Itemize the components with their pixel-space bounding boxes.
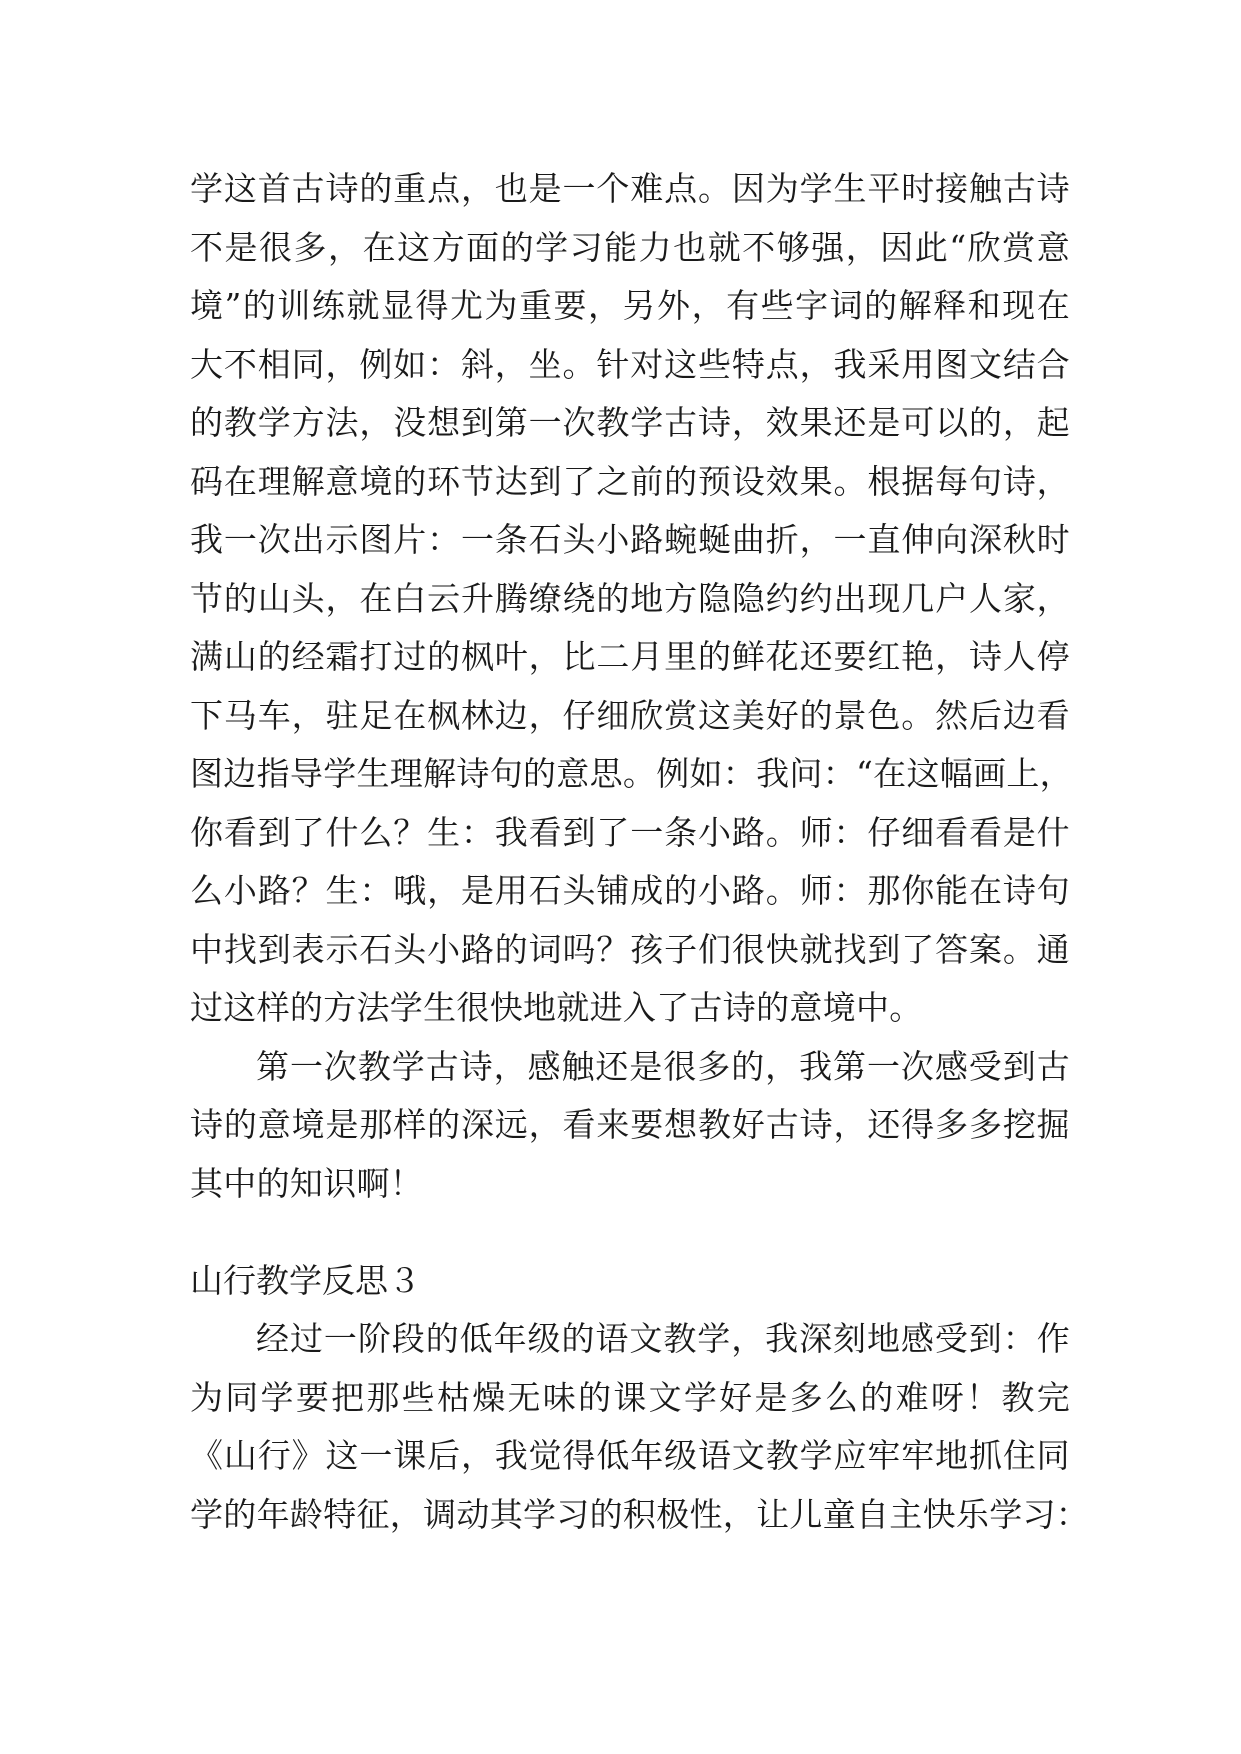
paragraph-3-line: 为同学要把那些枯燥无味的课文学好是多么的难呀！教完 bbox=[190, 1377, 1070, 1417]
paragraph-1-line: 的教学方法，没想到第一次教学古诗，效果还是可以的，起 bbox=[190, 403, 1070, 442]
section-heading: 山行教学反思３ bbox=[190, 1261, 421, 1300]
paragraph-1-line: 图边指导学生理解诗句的意思。例如：我问：“在这幅画上， bbox=[190, 754, 1073, 793]
paragraph-2-line: 第一次教学古诗，感触还是很多的，我第一次感受到古 bbox=[256, 1046, 1070, 1086]
paragraph-2-line: 诗的意境是那样的深远，看来要想教好古诗，还得多多挖掘 bbox=[190, 1105, 1070, 1144]
paragraph-1-line: 大不相同，例如：斜，坐。针对这些特点，我采用图文结合 bbox=[190, 344, 1070, 384]
paragraph-3-line: 学的年龄特征，调动其学习的积极性，让儿童自主快乐学习： bbox=[190, 1494, 1090, 1534]
paragraph-1-line: 不是很多，在这方面的学习能力也就不够强，因此“欣赏意 bbox=[190, 227, 1070, 267]
paragraph-1-line: 我一次出示图片：一条石头小路蜿蜒曲折，一直伸向深秋时 bbox=[190, 520, 1070, 559]
paragraph-1-line: 中找到表示石头小路的词吗？孩子们很快就找到了答案。通 bbox=[190, 929, 1070, 969]
paragraph-3-line: 《山行》这一课后，我觉得低年级语文教学应牢牢地抓住同 bbox=[190, 1436, 1070, 1475]
paragraph-1-line: 满山的经霜打过的枫叶，比二月里的鲜花还要红艳，诗人停 bbox=[190, 637, 1070, 676]
paragraph-1-line: 么小路？生：哦，是用石头铺成的小路。师：那你能在诗句 bbox=[190, 871, 1070, 910]
paragraph-1-line: 学这首古诗的重点，也是一个难点。因为学生平时接触古诗 bbox=[190, 169, 1070, 208]
paragraph-1-line: 节的山头，在白云升腾缭绕的地方隐隐约约出现几户人家， bbox=[190, 578, 1070, 618]
paragraph-1-line: 境”的训练就显得尤为重要，另外，有些字词的解释和现在 bbox=[190, 286, 1070, 325]
paragraph-1-line: 下马车，驻足在枫林边，仔细欣赏这美好的景色。然后边看 bbox=[190, 695, 1070, 735]
paragraph-2-line: 其中的知识啊！ bbox=[190, 1163, 424, 1203]
paragraph-1-line: 码在理解意境的环节达到了之前的预设效果。根据每句诗， bbox=[190, 461, 1070, 501]
body-text-block-2 bbox=[190, 1310, 1090, 1544]
body-text-block-1 bbox=[190, 160, 1073, 1213]
paragraph-3-line: 经过一阶段的低年级的语文教学，我深刻地感受到：作 bbox=[256, 1319, 1070, 1358]
paragraph-1-line: 你看到了什么？生：我看到了一条小路。师：仔细看看是什 bbox=[190, 812, 1070, 852]
paragraph-1-line: 过这样的方法学生很快地就进入了古诗的意境中。 bbox=[190, 988, 923, 1027]
